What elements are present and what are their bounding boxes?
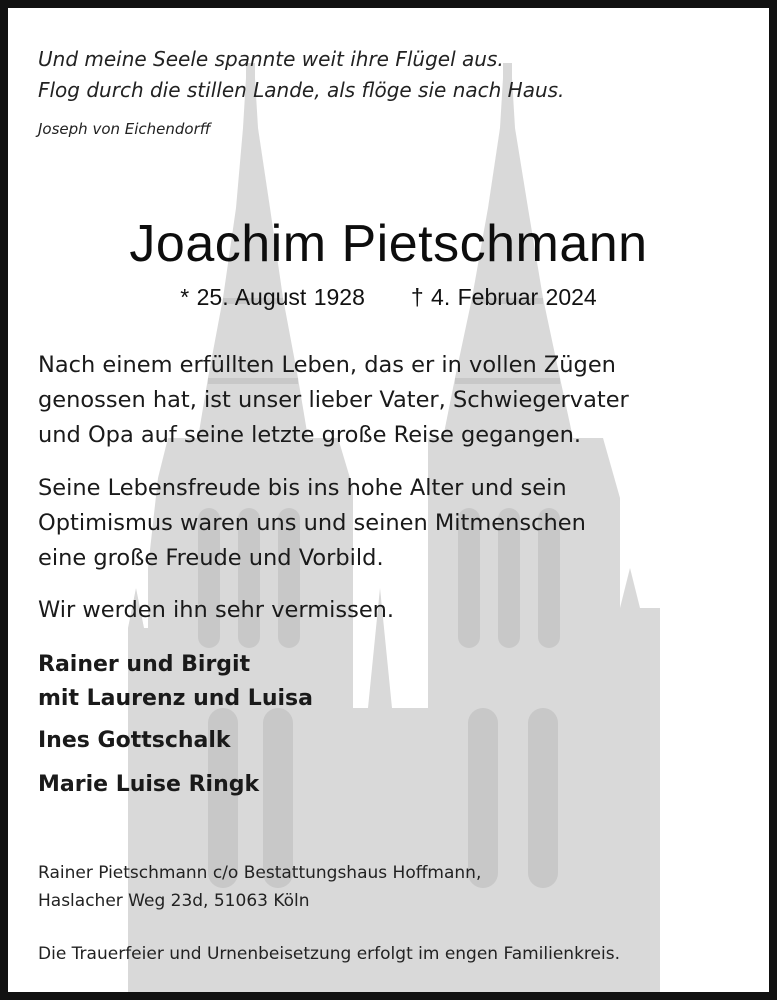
quote-line-1: Und meine Seele spannte weit ihre Flügel aus.	[38, 47, 504, 71]
deceased-name: Joachim Pietschmann	[129, 215, 648, 273]
quote-author: Joseph von Eichendorff	[38, 120, 211, 138]
paragraph-line: und Opa auf seine letzte große Reise gegangen.	[38, 422, 582, 448]
paragraph-line: Nach einem erfüllten Leben, das er in vollen Zügen	[38, 352, 616, 378]
paragraph-optimism	[38, 471, 586, 576]
mourner-name: Marie Luise Ringk	[38, 772, 260, 797]
mourner-group-marie	[38, 768, 259, 802]
mourner-name: Ines Gottschalk	[38, 728, 231, 753]
address-line: Rainer Pietschmann c/o Bestattungshaus Hoffmann,	[38, 863, 482, 883]
death-date: † 4. Februar 2024	[410, 284, 597, 310]
mourner-name: Rainer und Birgit	[38, 652, 251, 677]
ceremony-note: Die Trauerfeier und Urnenbeisetzung erfolgt im engen Familienkreis.	[38, 944, 620, 964]
paragraph-line: eine große Freude und Vorbild.	[38, 545, 384, 571]
mourner-group-ines	[38, 724, 231, 758]
address-line: Haslacher Weg 23d, 51063 Köln	[38, 891, 310, 911]
paragraph-line: Optimismus waren uns und seinen Mitmenschen	[38, 510, 586, 536]
paragraph-missing	[38, 593, 394, 628]
life-dates	[8, 284, 769, 311]
birth-date: * 25. August 1928	[180, 284, 365, 310]
quote-line-2: Flog durch die stillen Lande, als flöge sie nach Haus.	[38, 78, 565, 102]
contact-address	[38, 859, 481, 915]
mourner-name: mit Laurenz und Luisa	[38, 686, 313, 711]
paragraph-line: genossen hat, ist unser lieber Vater, Schwiegervater	[38, 387, 629, 413]
paragraph-life	[38, 348, 629, 453]
eichendorff-quote	[38, 44, 564, 106]
paragraph-line: Wir werden ihn sehr vermissen.	[38, 597, 395, 623]
mourner-group-rainer	[38, 648, 313, 716]
paragraph-line: Seine Lebensfreude bis ins hohe Alter und sein	[38, 475, 567, 501]
